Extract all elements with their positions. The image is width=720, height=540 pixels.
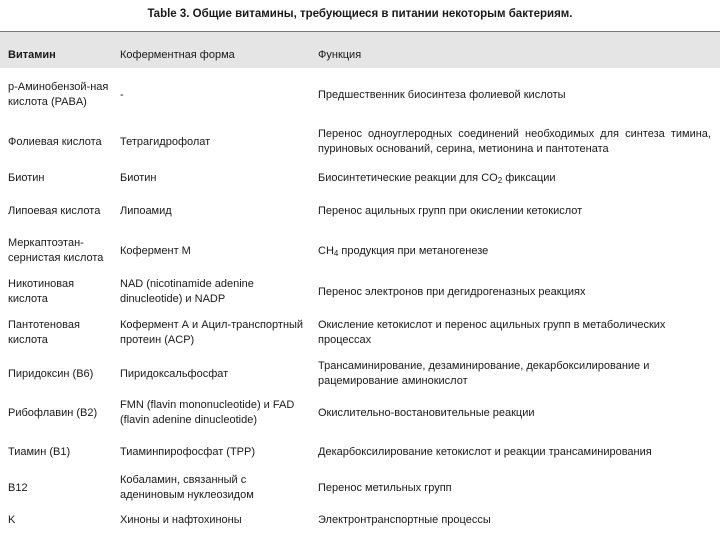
function-cell: Перенос ацильных групп при окислении кетокислот — [318, 204, 583, 217]
subscript: 4 — [333, 248, 339, 258]
subscript: 2 — [497, 175, 503, 185]
function-cell: Предшественник биосинтеза фолиевой кислоты — [318, 88, 566, 101]
coenzyme-cell: NAD (nicotinamide adenine dinucleotide) и NADP — [120, 278, 254, 305]
vitamin-cell: Меркаптоэтан-сернистая кислота — [8, 237, 104, 264]
function-cell: Перенос электронов при дегидрогеназных реакциях — [318, 285, 586, 298]
table-row — [0, 193, 720, 229]
vitamin-cell: Никотиновая кислота — [8, 278, 75, 305]
coenzyme-cell: Хиноны и нафтохиноны — [120, 513, 242, 526]
function-cell: Электронтранспортные процессы — [318, 513, 491, 526]
table-row — [0, 505, 720, 535]
vitamin-cell: B12 — [8, 481, 28, 494]
function-cell: Окислительно-востановительные реакции — [318, 406, 535, 419]
vitamin-cell: K — [8, 513, 16, 526]
table-row — [0, 163, 720, 193]
table-row — [0, 393, 720, 433]
function-text: фиксации — [502, 171, 556, 184]
coenzyme-cell: Тиаминпирофосфат (TPP) — [120, 445, 256, 458]
table-row — [0, 273, 720, 311]
function-cell — [318, 229, 711, 273]
vitamin-cell: Фолиевая кислота — [8, 135, 102, 148]
coenzyme-cell: Тетрагидрофолат — [120, 135, 211, 148]
vitamin-cell: Липоевая кислота — [8, 204, 101, 217]
table-row — [0, 355, 720, 393]
function-cell — [318, 163, 711, 193]
function-cell: Перенос одноуглеродных соединений необходимых для синтеза тимина, пуриновых оснований, серина, метионина и пантотената — [318, 128, 711, 155]
coenzyme-cell: - — [120, 88, 124, 101]
vitamin-cell: р-Аминобензой-ная кислота (PABA) — [8, 81, 109, 108]
vitamin-cell: Тиамин (B1) — [8, 445, 71, 458]
function-cell: Перенос метильных групп — [318, 481, 452, 494]
coenzyme-cell: Кобаламин, связанный с адениновым нуклеозидом — [120, 474, 254, 501]
table-row — [0, 229, 720, 273]
table-row — [0, 471, 720, 505]
vitamin-cell: Пантотеновая кислота — [8, 319, 80, 346]
table-row — [0, 69, 720, 121]
table-row — [0, 311, 720, 355]
coenzyme-cell: Пиридоксальфосфат — [120, 367, 229, 380]
coenzyme-cell: Биотин — [120, 171, 157, 184]
table-row — [0, 433, 720, 471]
vitamin-cell: Пиридоксин (B6) — [8, 367, 94, 380]
coenzyme-cell: Кофермент А и Ацил-транспортный протеин (ACP) — [120, 319, 304, 346]
table-header — [0, 32, 720, 68]
header-function: Функция — [318, 49, 362, 61]
table-title: Table 3. Общие витамины, требующиеся в питании некоторым бактериям. — [147, 8, 573, 20]
coenzyme-cell: Липоамид — [120, 204, 172, 217]
vitamin-cell: Рибофлавин (B2) — [8, 406, 98, 419]
vitamin-cell: Биотин — [8, 171, 45, 184]
coenzyme-cell: Кофермент М — [120, 244, 191, 257]
function-cell: Декарбоксилирование кетокислот и реакции трансаминирования — [318, 445, 652, 458]
header-vitamin: Витамин — [8, 49, 56, 61]
function-cell: Трансаминирование, дезаминирование, декарбоксилирование и рацемирование аминокислот — [318, 360, 650, 387]
function-text: CH — [318, 244, 334, 257]
header-coenzyme-form: Коферментная форма — [120, 49, 235, 61]
function-cell: Окисление кетокислот и перенос ацильных групп в метаболических процессах — [318, 319, 666, 346]
function-text: Биосинтетические реакции для CO — [318, 171, 498, 184]
table-row — [0, 121, 720, 163]
coenzyme-cell: FMN (flavin mononucleotide) и FAD (flavin adenine dinucleotide) — [120, 399, 295, 426]
function-text: продукция при метаногенезе — [338, 244, 489, 257]
